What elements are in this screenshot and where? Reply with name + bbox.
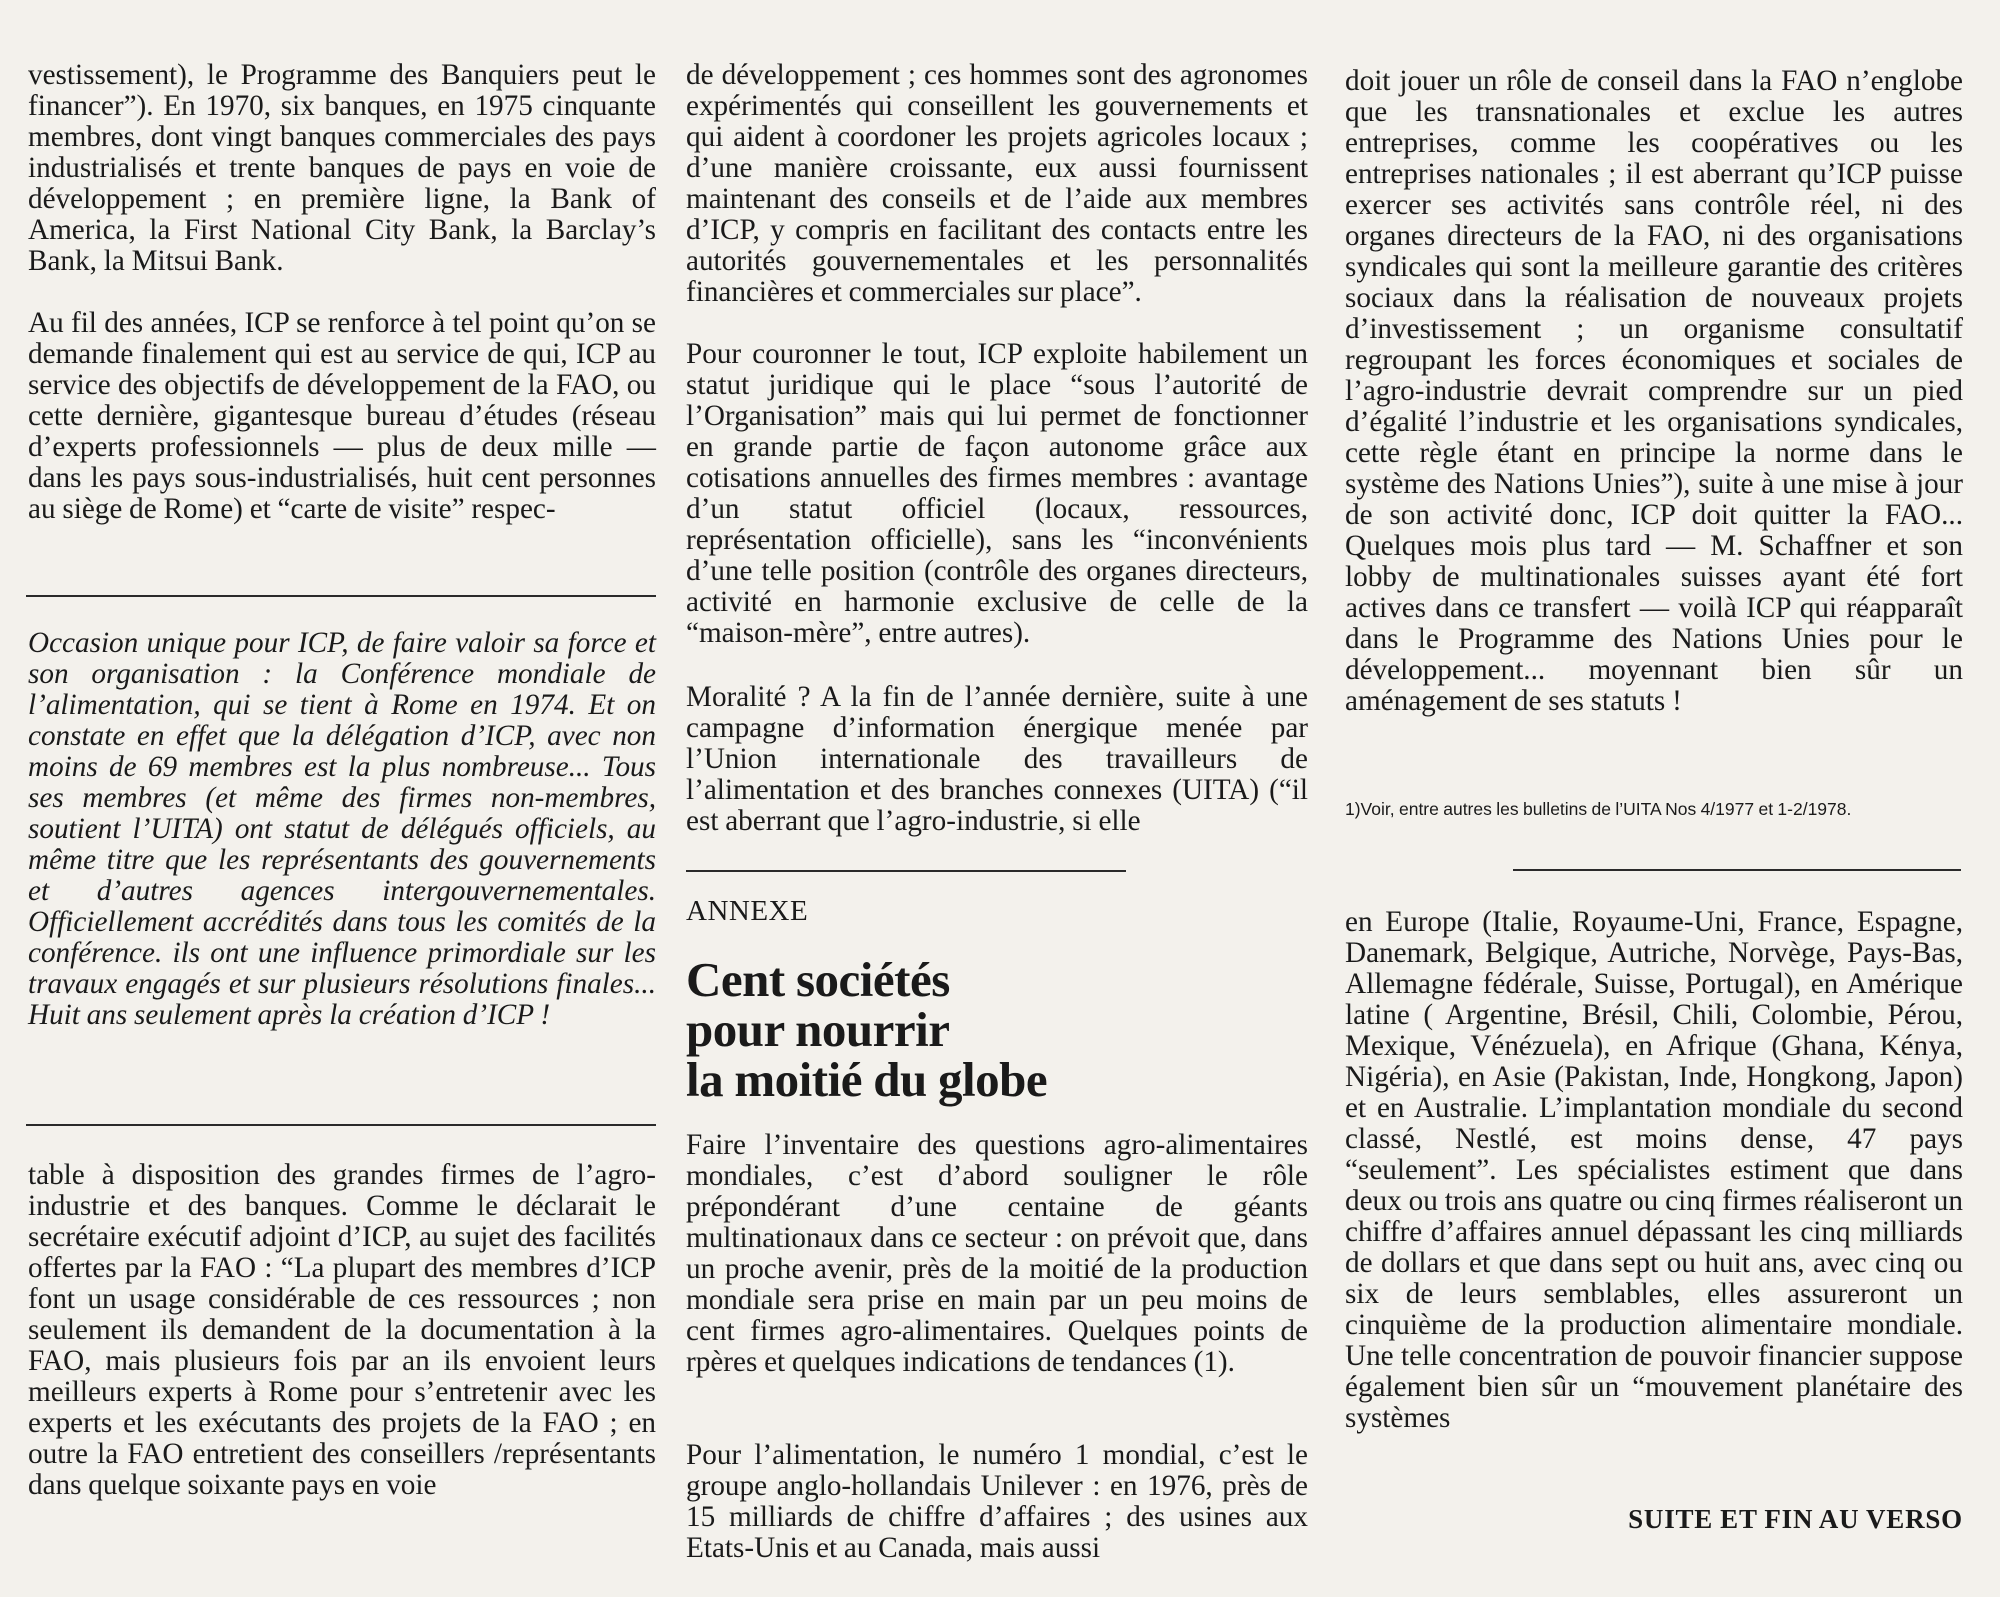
headline-line-2: pour nourrir (686, 1002, 950, 1057)
separator-rule (1513, 869, 1961, 871)
annexe-label: ANNEXE (686, 895, 809, 927)
article-headline (686, 952, 1308, 1107)
column-1 (28, 0, 656, 1597)
col1-paragraph-2: Au fil des années, ICP se renforce à tel point qu’on se demande finalement qui est au service de qui, ICP au service des objectifs de développement de la FAO, ou cette dernière, gigantesque bureau d’études (réseau d’experts professionnels — plus de deux mille — dans les pays sous-industrialisés, huit cent personnes au siège de Rome) et “carte de visite” respec- (28, 307, 656, 525)
separator-rule (26, 1124, 656, 1126)
headline-line-3: la moitié du globe (686, 1052, 1048, 1107)
footnote: 1)Voir, entre autres les bulletins de l’UITA Nos 4/1977 et 1-2/1978. (1345, 799, 1852, 819)
col2-paragraph-1: de développement ; ces hommes sont des agronomes expérimentés qui conseillent les gouvernements et qui aident à coordoner les projets agricoles locaux ; d’une manière croissante, eux aussi fournissent maintenant des conseils et de l’aide aux membres d’ICP, y compris en facilitant des contacts entre les autorités gouvernementales et les personnalités financières et commerciales sur place”. (686, 59, 1308, 308)
separator-rule (26, 595, 656, 597)
col2-paragraph-5: Pour l’alimentation, le numéro 1 mondial, c’est le groupe anglo-hollandais Unilever : en 1976, près de 15 milliards de chiffre d’affaires ; des usines aux Etats-Unis et au Canada, mais aussi (686, 1439, 1308, 1564)
col2-paragraph-4: Faire l’inventaire des questions agro-alimentaires mondiales, c’est d’abord souligner le rôle prépondérant d’une centaine de géants multinationaux dans ce secteur : on prévoit que, dans un proche avenir, près de la moitié de la production mondiale sera prise en main par un peu moins de cent firmes agro-alimentaires. Quelques points de rpères et quelques indications de tendances (1). (686, 1129, 1308, 1378)
column-2 (686, 0, 1308, 1597)
col1-paragraph-3: table à disposition des grandes firmes de l’agro-industrie et des banques. Comme le déclarait le secrétaire exécutif adjoint d’ICP, au sujet des facilités offertes par la FAO : “La plupart des membres d’ICP font un usage considérable de ces ressources ; non seulement ils demandent de la documentation à la FAO, mais plusieurs fois par an ils envoient leurs meilleurs experts à Rome pour s’entretenir avec les experts et les exécutants des projets de la FAO ; en outre la FAO entretient des conseillers /représentants dans quelque soixante pays en voie (28, 1159, 656, 1501)
italic-box: Occasion unique pour ICP, de faire valoir sa force et son organisation : la Conférence mondiale de l’alimentation, qui se tient à Rome en 1974. Et on constate en effet que la délégation d’ICP, avec non moins de 69 membres est la plus nombreuse... Tous ses membres (et même des firmes non-membres, soutient l’UITA) ont statut de délégués officiels, au même titre que les représentants des gouvernements et d’autres agences intergouvernementales. Officiellement accrédités dans tous les comités de la conférence. ils ont une influence primordiale sur les travaux engagés et sur plusieurs résolutions finales... Huit ans seulement après la création d’ICP ! (28, 627, 656, 1031)
continued-notice: SUITE ET FIN AU VERSO (1628, 1504, 1963, 1534)
separator-rule (686, 870, 1126, 872)
col1-paragraph-1: vestissement), le Programme des Banquiers peut le financer”). En 1970, six banques, en 1975 cinquante membres, dont vingt banques commerciales des pays industrialisés et trente banques de pays en voie de développement ; en première ligne, la Bank of America, la First National City Bank, la Barclay’s Bank, la Mitsui Bank. (28, 59, 656, 277)
headline-line-1: Cent sociétés (686, 952, 950, 1007)
col2-paragraph-3: Moralité ? A la fin de l’année dernière, suite à une campagne d’information énergique menée par l’Union internationale des travailleurs de l’alimentation et des branches connexes (UITA) (“il est aberrant que l’agro-industrie, si elle (686, 681, 1308, 837)
col2-paragraph-2: Pour couronner le tout, ICP exploite habilement un statut juridique qui le place “sous l’autorité de l’Organisation” mais qui lui permet de fonctionner en grande partie de façon autonome grâce aux cotisations annuelles des firmes membres : avantage d’un statut officiel (locaux, ressources, représentation officielle), sans les “inconvénients d’une telle position (contrôle des organes directeurs, activité en harmonie exclusive de celle de la “maison-mère”, entre autres). (686, 338, 1308, 649)
col3-paragraph-2: en Europe (Italie, Royaume-Uni, France, Espagne, Danemark, Belgique, Autriche, Norvège, Pays-Bas, Allemagne fédérale, Suisse, Portugal), en Amérique latine ( Argentine, Brésil, Chili, Colombie, Pérou, Mexique, Vénézuela), en Afrique (Ghana, Kénya, Nigéria), en Asie (Pakistan, Inde, Hongkong, Japon) et en Australie. L’implantation mondiale du second classé, Nestlé, est moins dense, 47 pays “seulement”. Les spécialistes estiment que dans deux ou trois ans quatre ou cinq firmes réaliseront un chiffre d’affaires annuel dépassant les cinq milliards de dollars et que dans sept ou huit ans, avec cinq ou six de leurs semblables, elles assureront un cinquième de la production alimentaire mondiale. Une telle concentration de pouvoir financier suppose également bien sûr un “mouvement planétaire des systèmes (1345, 906, 1963, 1434)
column-3 (1345, 0, 1963, 1597)
col3-paragraph-1: doit jouer un rôle de conseil dans la FAO n’englobe que les transnationales et exclue les autres entreprises, comme les coopératives ou les entreprises nationales ; il est aberrant qu’ICP puisse exercer ses activités sans contrôle réel, ni des organes directeurs de la FAO, ni des organisations syndicales qui sont la meilleure garantie des critères sociaux dans la réalisation de nouveaux projets d’investissement ; un organisme consultatif regroupant les forces économiques et sociales de l’agro-industrie devrait comprendre sur un pied d’égalité l’industrie et les organisations syndicales, cette règle étant en principe la norme dans le système des Nations Unies”), suite à une mise à jour de son activité donc, ICP doit quitter la FAO... Quelques mois plus tard — M. Schaffner et son lobby de multinationales suisses ayant été fort actives dans ce transfert — voilà ICP qui réapparaît dans le Programme des Nations Unies pour le développement... moyennant bien sûr un aménagement de ses statuts ! (1345, 65, 1963, 717)
